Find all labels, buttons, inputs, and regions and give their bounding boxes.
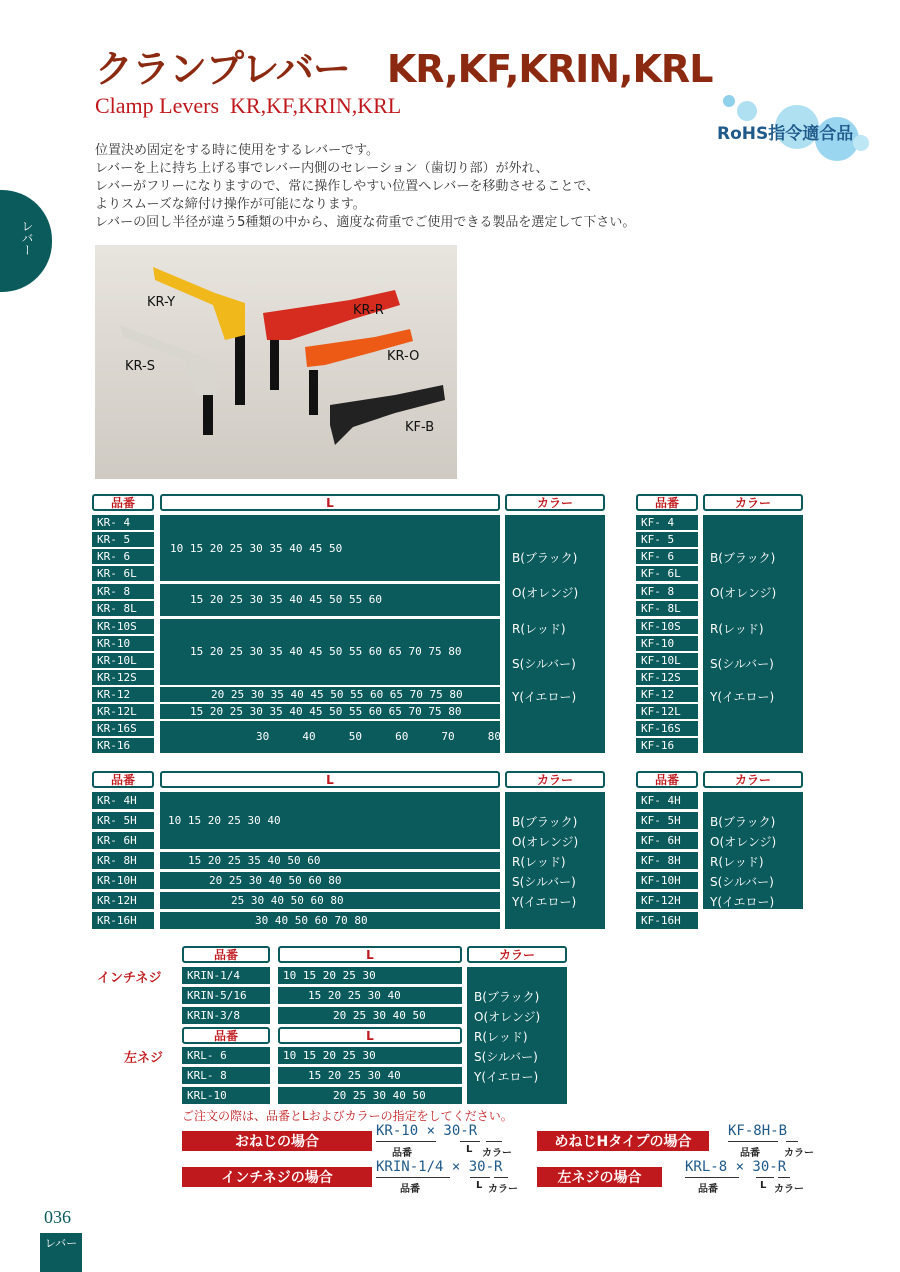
table-row: KF-12 bbox=[636, 687, 698, 702]
product-photo bbox=[95, 245, 457, 479]
rohs-text: RoHS指令適合品 bbox=[717, 124, 854, 144]
color-item: Y(イエロー) bbox=[710, 690, 775, 704]
example-inch-code: KRIN-1/4 × 30-R bbox=[376, 1159, 503, 1175]
t1kf-header-part: 品番 bbox=[636, 494, 698, 511]
example-female-code: KF-8H-B bbox=[728, 1123, 788, 1139]
color-item: O(オレンジ) bbox=[474, 1010, 541, 1024]
label-kr-y: KR-Y bbox=[147, 295, 176, 310]
table-row: 15 20 25 30 40 bbox=[278, 987, 462, 1004]
table-row: KF-12L bbox=[636, 704, 698, 719]
table-row: KR-10L bbox=[92, 653, 154, 668]
example-left-sub-color: カラー bbox=[774, 1184, 804, 1195]
table-row: KRL- 8 bbox=[182, 1067, 270, 1084]
color-item: Y(イエロー) bbox=[710, 895, 775, 909]
table-row: KR-10S bbox=[92, 619, 154, 634]
page-section-label: レバー bbox=[40, 1233, 82, 1272]
table-row: KF- 5 bbox=[636, 532, 698, 547]
t1-l-row: 15 20 25 30 35 40 45 50 55 60 65 70 75 80 bbox=[190, 645, 462, 658]
t1-l-row: 20 25 30 35 40 45 50 55 60 65 70 75 80 bbox=[211, 688, 463, 701]
table-row: KR- 6H bbox=[92, 832, 154, 849]
table-row: KR- 8 bbox=[92, 584, 154, 599]
table-row: KRIN-1/4 bbox=[182, 967, 270, 984]
table-row: KR- 8H bbox=[92, 852, 154, 869]
t3-header-part: 品番 bbox=[182, 946, 270, 963]
color-item: B(ブラック) bbox=[710, 551, 776, 565]
example-left-sub-part: 品番 bbox=[698, 1184, 718, 1195]
t3-header-length: L bbox=[278, 946, 462, 963]
example-female-sub-color: カラー bbox=[784, 1148, 814, 1159]
table-row: KR- 6L bbox=[92, 566, 154, 581]
table-row: KR- 4H bbox=[92, 792, 154, 809]
t1kf-header-color: カラー bbox=[703, 494, 803, 511]
color-item: B(ブラック) bbox=[512, 551, 578, 565]
color-item: O(オレンジ) bbox=[710, 835, 777, 849]
example-male-label: おねじの場合 bbox=[182, 1131, 372, 1151]
example-left-label: 左ネジの場合 bbox=[537, 1167, 662, 1187]
table-row: KR- 8L bbox=[92, 601, 154, 616]
table-row: KRL- 6 bbox=[182, 1047, 270, 1064]
t2-l-row: 25 30 40 50 60 80 bbox=[231, 894, 344, 907]
table-row: 10 15 20 25 30 bbox=[278, 1047, 462, 1064]
table-row: KR-12 bbox=[92, 687, 154, 702]
t2kf-header-part: 品番 bbox=[636, 771, 698, 788]
example-female-sub-part: 品番 bbox=[740, 1148, 760, 1159]
t2-header-length: L bbox=[160, 771, 500, 788]
page-title: クランプレバー KR,KF,KRIN,KRL bbox=[95, 47, 713, 91]
color-item: S(シルバー) bbox=[710, 657, 774, 671]
color-item: O(オレンジ) bbox=[710, 586, 777, 600]
table-row: KR- 4 bbox=[92, 515, 154, 530]
example-male-sub-l: L bbox=[466, 1144, 473, 1155]
table-row: KF-10S bbox=[636, 619, 698, 634]
table-row: KR-12H bbox=[92, 892, 154, 909]
table-row: KF- 6 bbox=[636, 549, 698, 564]
color-item: O(オレンジ) bbox=[512, 835, 579, 849]
color-item: Y(イエロー) bbox=[512, 690, 577, 704]
example-inch-label: インチネジの場合 bbox=[182, 1167, 372, 1187]
table-row: KF-16H bbox=[636, 912, 698, 929]
example-inch-sub-color: カラー bbox=[488, 1184, 518, 1195]
table-row: KF-16S bbox=[636, 721, 698, 736]
table-row: KR-12S bbox=[92, 670, 154, 685]
example-male-sub-part: 品番 bbox=[392, 1148, 412, 1159]
page-number: 036 bbox=[44, 1207, 71, 1227]
color-item: Y(イエロー) bbox=[512, 895, 577, 909]
table-row: KR- 6 bbox=[92, 549, 154, 564]
t3-krl-header-length: L bbox=[278, 1027, 462, 1044]
t2-l-row: 20 25 30 40 50 60 80 bbox=[209, 874, 342, 887]
table-row: KR-16S bbox=[92, 721, 154, 736]
label-kr-s: KR-S bbox=[125, 359, 155, 374]
table-row: KF- 4H bbox=[636, 792, 698, 809]
table-row: KF- 5H bbox=[636, 812, 698, 829]
t1-l-row: 15 20 25 30 35 40 45 50 55 60 bbox=[190, 593, 383, 606]
page-subtitle: Clamp Levers KR,KF,KRIN,KRL bbox=[95, 93, 402, 118]
table-row: KF- 8H bbox=[636, 852, 698, 869]
example-inch-sub-part: 品番 bbox=[400, 1184, 420, 1195]
example-inch-sub-l: L bbox=[476, 1180, 483, 1191]
inch-thread-label: インチネジ bbox=[97, 971, 162, 986]
color-item: B(ブラック) bbox=[474, 990, 540, 1004]
order-note: ご注文の際は、品番とLおよびカラーの指定をしてください。 bbox=[182, 1109, 513, 1123]
t1-l-row: 10 15 20 25 30 35 40 45 50 bbox=[170, 542, 343, 555]
color-item: O(オレンジ) bbox=[512, 586, 579, 600]
table-row: KF-12S bbox=[636, 670, 698, 685]
t2-header-part: 品番 bbox=[92, 771, 154, 788]
t2kf-header-color: カラー bbox=[703, 771, 803, 788]
color-item: B(ブラック) bbox=[512, 815, 578, 829]
table-row: KR- 5H bbox=[92, 812, 154, 829]
t2-header-color: カラー bbox=[505, 771, 605, 788]
t3-header-color: カラー bbox=[467, 946, 567, 963]
rohs-badge bbox=[715, 95, 875, 170]
color-item: S(シルバー) bbox=[512, 657, 576, 671]
label-kf-b: KF-B bbox=[405, 420, 435, 435]
table-row: KF- 6H bbox=[636, 832, 698, 849]
table-row: 20 25 30 40 50 bbox=[278, 1087, 462, 1104]
left-thread-label: 左ネジ bbox=[124, 1051, 164, 1066]
t1-header-length: L bbox=[160, 494, 500, 511]
t2-l-row: 30 40 50 60 70 80 bbox=[255, 914, 368, 927]
example-left-code: KRL-8 × 30-R bbox=[685, 1159, 787, 1175]
t3-krl-header-part: 品番 bbox=[182, 1027, 270, 1044]
table-row: KRIN-5/16 bbox=[182, 987, 270, 1004]
table-row: KRIN-3/8 bbox=[182, 1007, 270, 1024]
color-item: R(レッド) bbox=[512, 855, 566, 869]
table-row: KF- 8L bbox=[636, 601, 698, 616]
table-row: KF-10 bbox=[636, 636, 698, 651]
table-row: KR-16H bbox=[92, 912, 154, 929]
side-tab-label: レバー bbox=[20, 220, 34, 256]
t1-l-row: 15 20 25 30 35 40 45 50 55 60 65 70 75 80 bbox=[190, 705, 462, 718]
intro-text: 位置決め固定をする時に使用をするレバーです。 レバーを上に持ち上げる事でレバー内側のセレーション（歯切り部）が外れ、 レバーがフリーになりますので、常に操作しやすい位置へレバーを移動させることで、 よりスムーズな締付け操作が可能になります。 レバーの回し半径が違う5種類の中から、適度な荷重でご使用できる製品を選定して下さい。 bbox=[95, 143, 636, 230]
color-item: R(レッド) bbox=[474, 1030, 528, 1044]
table-row: KR- 5 bbox=[92, 532, 154, 547]
table-row: KR-10 bbox=[92, 636, 154, 651]
table-row: KR-16 bbox=[92, 738, 154, 753]
example-male-sub-color: カラー bbox=[482, 1148, 512, 1159]
example-left-sub-l: L bbox=[760, 1180, 767, 1191]
t1-header-part: 品番 bbox=[92, 494, 154, 511]
color-item: R(レッド) bbox=[710, 855, 764, 869]
table-row: KR-12L bbox=[92, 704, 154, 719]
label-kr-o: KR-O bbox=[387, 349, 420, 364]
t2kf-color-block bbox=[703, 792, 803, 909]
table-row: KF- 6L bbox=[636, 566, 698, 581]
example-male-code: KR-10 × 30-R bbox=[376, 1123, 478, 1139]
color-item: R(レッド) bbox=[512, 622, 566, 636]
t1-l-row: 30 40 50 60 70 80 bbox=[256, 730, 502, 743]
table-row: 15 20 25 30 40 bbox=[278, 1067, 462, 1084]
table-row: 10 15 20 25 30 bbox=[278, 967, 462, 984]
table-row: KF-10L bbox=[636, 653, 698, 668]
table-row: KF- 4 bbox=[636, 515, 698, 530]
table-row: KF-10H bbox=[636, 872, 698, 889]
table-row: 20 25 30 40 50 bbox=[278, 1007, 462, 1024]
table-row: KF- 8 bbox=[636, 584, 698, 599]
example-female-label: めねじHタイプの場合 bbox=[537, 1131, 709, 1151]
label-kr-r: KR-R bbox=[353, 303, 384, 318]
color-item: Y(イエロー) bbox=[474, 1070, 539, 1084]
color-item: S(シルバー) bbox=[512, 875, 576, 889]
t1-header-color: カラー bbox=[505, 494, 605, 511]
table-row: KR-10H bbox=[92, 872, 154, 889]
t2-l-row: 15 20 25 35 40 50 60 bbox=[188, 854, 321, 867]
color-item: R(レッド) bbox=[710, 622, 764, 636]
t2-l-row: 10 15 20 25 30 40 bbox=[168, 814, 281, 827]
color-item: S(シルバー) bbox=[710, 875, 774, 889]
table-row: KRL-10 bbox=[182, 1087, 270, 1104]
color-item: B(ブラック) bbox=[710, 815, 776, 829]
color-item: S(シルバー) bbox=[474, 1050, 538, 1064]
table-row: KF-12H bbox=[636, 892, 698, 909]
table-row: KF-16 bbox=[636, 738, 698, 753]
